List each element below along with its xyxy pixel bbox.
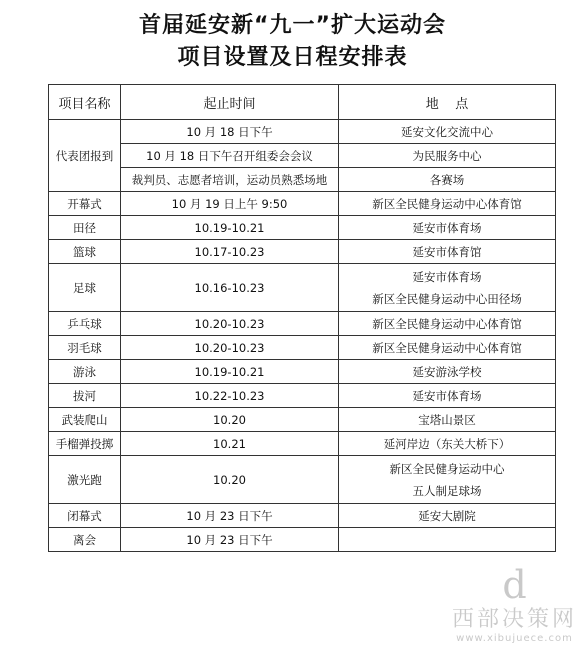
event-name: 篮球 bbox=[49, 240, 121, 264]
event-time: 10 月 18 日下午召开组委会会议 bbox=[121, 144, 339, 168]
event-time: 10.21 bbox=[121, 432, 339, 456]
event-place: 延河岸边（东关大桥下） bbox=[339, 432, 556, 456]
event-time: 10.20-10.23 bbox=[121, 336, 339, 360]
event-time: 裁判员、志愿者培训，运动员熟悉场地 bbox=[121, 168, 339, 192]
watermark-logo-icon: d bbox=[502, 563, 527, 607]
table-row bbox=[49, 360, 556, 384]
event-place: 延安市体育场 bbox=[339, 216, 556, 240]
event-place: 延安文化交流中心 bbox=[339, 120, 556, 144]
header-place: 地 点 bbox=[339, 85, 556, 120]
event-name: 拔河 bbox=[49, 384, 121, 408]
event-name: 武装爬山 bbox=[49, 408, 121, 432]
event-time: 10.16-10.23 bbox=[121, 264, 339, 312]
table-row bbox=[49, 408, 556, 432]
table-row bbox=[49, 456, 556, 504]
table-row bbox=[49, 120, 556, 144]
event-place-line: 延安市体育场 bbox=[412, 269, 482, 284]
event-name: 游泳 bbox=[49, 360, 121, 384]
table-row bbox=[49, 216, 556, 240]
event-place: 各赛场 bbox=[339, 168, 556, 192]
table-row bbox=[49, 240, 556, 264]
header-event-name: 项目名称 bbox=[49, 85, 121, 120]
event-name: 离会 bbox=[49, 528, 121, 552]
table-row bbox=[49, 168, 556, 192]
event-time: 10 月 23 日下午 bbox=[121, 504, 339, 528]
event-time: 10.20 bbox=[121, 408, 339, 432]
document-subtitle: 项目设置及日程安排表 bbox=[177, 45, 408, 70]
event-name: 手榴弹投掷 bbox=[49, 432, 121, 456]
event-place: 延安游泳学校 bbox=[339, 360, 556, 384]
event-place: 延安大剧院 bbox=[339, 504, 556, 528]
watermark-text: 西部决策网 bbox=[451, 607, 577, 632]
table-row bbox=[49, 432, 556, 456]
event-place-line: 五人制足球场 bbox=[412, 483, 482, 498]
event-name: 乒乓球 bbox=[49, 312, 121, 336]
event-time: 10.19-10.21 bbox=[121, 360, 339, 384]
event-name: 闭幕式 bbox=[49, 504, 121, 528]
event-place: 新区全民健身运动中心体育馆 bbox=[339, 336, 556, 360]
event-time: 10.20 bbox=[121, 456, 339, 504]
event-place bbox=[339, 264, 556, 312]
event-name: 开幕式 bbox=[49, 192, 121, 216]
event-place: 新区全民健身运动中心体育馆 bbox=[339, 312, 556, 336]
event-place: 延安市体育场 bbox=[339, 384, 556, 408]
table-header-row bbox=[49, 85, 556, 120]
event-name: 田径 bbox=[49, 216, 121, 240]
event-name: 羽毛球 bbox=[49, 336, 121, 360]
table-row bbox=[49, 336, 556, 360]
event-place: 为民服务中心 bbox=[339, 144, 556, 168]
event-time: 10 月 18 日下午 bbox=[121, 120, 339, 144]
table-row bbox=[49, 504, 556, 528]
event-name: 足球 bbox=[49, 264, 121, 312]
event-time: 10 月 19 日上午 9:50 bbox=[121, 192, 339, 216]
event-place: 新区全民健身运动中心体育馆 bbox=[339, 192, 556, 216]
event-time: 10.17-10.23 bbox=[121, 240, 339, 264]
schedule-table bbox=[48, 84, 556, 552]
watermark-url: www.xibujuece.com bbox=[456, 633, 573, 644]
document-title: 首届延安新“九一”扩大运动会 bbox=[139, 13, 446, 38]
table-row bbox=[49, 384, 556, 408]
event-place bbox=[339, 456, 556, 504]
table-row bbox=[49, 264, 556, 312]
event-name: 代表团报到 bbox=[49, 120, 121, 192]
table-row bbox=[49, 528, 556, 552]
header-time: 起止时间 bbox=[121, 85, 339, 120]
event-time: 10.20-10.23 bbox=[121, 312, 339, 336]
table-row bbox=[49, 144, 556, 168]
event-place-line: 新区全民健身运动中心田径场 bbox=[372, 291, 522, 306]
event-place: 延安市体育馆 bbox=[339, 240, 556, 264]
table-row bbox=[49, 312, 556, 336]
site-watermark bbox=[451, 563, 577, 644]
event-time: 10.22-10.23 bbox=[121, 384, 339, 408]
event-place bbox=[339, 528, 556, 552]
event-place: 宝塔山景区 bbox=[339, 408, 556, 432]
event-time: 10.19-10.21 bbox=[121, 216, 339, 240]
event-time: 10 月 23 日下午 bbox=[121, 528, 339, 552]
table-row bbox=[49, 192, 556, 216]
event-name: 激光跑 bbox=[49, 456, 121, 504]
event-place-line: 新区全民健身运动中心 bbox=[389, 461, 505, 476]
